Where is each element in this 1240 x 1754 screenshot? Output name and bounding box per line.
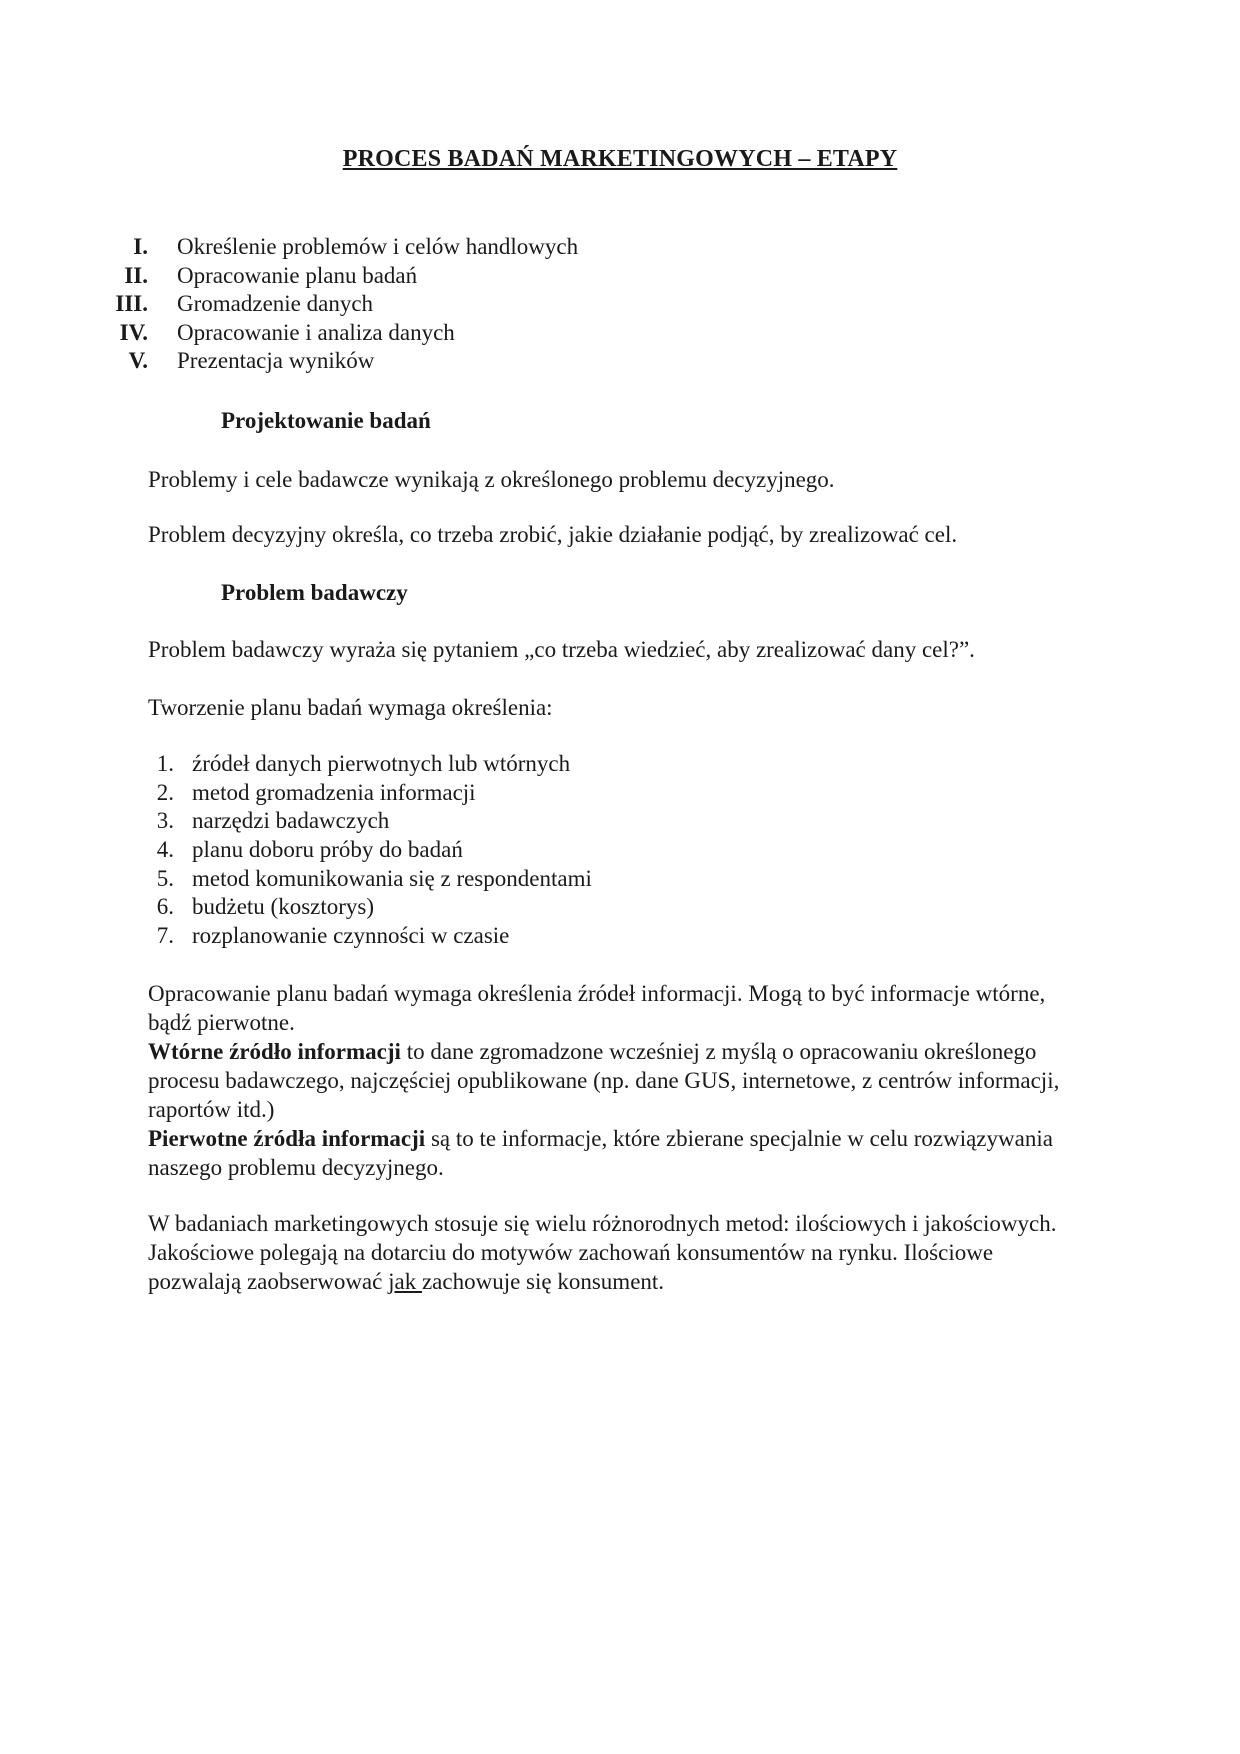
list-text: Prezentacja wyników — [177, 348, 375, 374]
list-item — [150, 807, 592, 836]
list-item — [100, 347, 578, 376]
list-item — [150, 750, 592, 779]
list-item — [150, 836, 592, 865]
list-item — [100, 290, 578, 319]
list-text: Opracowanie planu badań — [177, 262, 418, 288]
list-number: II. — [124, 262, 148, 288]
section-heading-design: Projektowanie badań — [221, 408, 431, 433]
list-text: Określenie problemów i celów handlowych — [177, 234, 579, 259]
list-number: III. — [115, 291, 148, 317]
sources-block — [148, 979, 1078, 1182]
paragraph-plan: Tworzenie planu badań wymaga określenia: — [148, 695, 553, 720]
paragraph-methods — [148, 1209, 1078, 1296]
list-text: metod komunikowania się z respondentami — [192, 865, 592, 891]
list-text: źródeł danych pierwotnych lub wtórnych — [192, 751, 571, 776]
list-number: 2. — [156, 779, 174, 805]
list-number: IV. — [119, 319, 148, 345]
section-heading-research: Problem badawczy — [221, 580, 408, 605]
methods-text-start: W badaniach marketingowych stosuje się wielu różnorodnych metod: ilościowych i jakościowych. Jakościowe polegają na dotarciu do motywów zachowań konsumentów na rynku. Ilościowe pozwalają zaobserwować — [148, 1211, 1057, 1294]
list-item — [150, 779, 592, 808]
paragraph-sources: Opracowanie planu badań wymaga określenia źródeł informacji. Mogą to być informacje wtórne, bądź pierwotne. — [148, 981, 1046, 1035]
list-text: narzędzi badawczych — [192, 808, 390, 834]
list-number: 5. — [156, 865, 174, 891]
list-number: 3. — [156, 808, 174, 834]
list-number: 7. — [156, 923, 174, 949]
stages-list — [100, 233, 578, 376]
secondary-source-term: Wtórne źródło informacji — [148, 1039, 401, 1064]
list-item — [100, 319, 578, 348]
document-title: PROCES BADAŃ MARKETINGOWYCH – ETAPY — [342, 146, 898, 172]
list-item — [150, 893, 592, 922]
paragraph-decision: Problem decyzyjny określa, co trzeba zrobić, jakie działanie podjąć, by zrealizować cel. — [148, 522, 958, 547]
list-text: planu doboru próby do badań — [192, 837, 463, 863]
primary-source-term: Pierwotne źródła informacji — [148, 1126, 426, 1151]
list-item — [100, 233, 578, 262]
list-text: rozplanowanie czynności w czasie — [192, 923, 510, 949]
paragraph-research: Problem badawczy wyraża się pytaniem „co trzeba wiedzieć, aby zrealizować dany cel?”. — [148, 637, 975, 662]
list-number: 4. — [156, 837, 174, 863]
list-number: I. — [133, 234, 148, 259]
methods-text-end: zachowuje się konsument. — [421, 1269, 665, 1294]
list-item — [150, 922, 592, 951]
list-text: Opracowanie i analiza danych — [177, 319, 455, 345]
list-number: 6. — [156, 894, 174, 920]
plan-items-list — [150, 750, 592, 951]
list-item — [150, 865, 592, 894]
list-text: metod gromadzenia informacji — [192, 779, 476, 805]
secondary-source-text: to dane zgromadzone wcześniej z myślą o opracowaniu określonego procesu badawczego, najczęściej opublikowane (np. dane GUS, internetowe, z centrów informacji, raportów itd.) — [148, 1039, 1060, 1122]
paragraph-goals: Problemy i cele badawcze wynikają z określonego problemu decyzyjnego. — [148, 467, 835, 492]
list-text: budżetu (kosztorys) — [192, 894, 375, 920]
list-text: Gromadzenie danych — [177, 291, 374, 317]
methods-underlined-word: jak — [388, 1269, 422, 1294]
list-number: 1. — [156, 751, 174, 776]
primary-source-text: są to te informacje, które zbierane specjalnie w celu rozwiązywania naszego problemu decyzyjnego. — [148, 1126, 1053, 1180]
list-item — [100, 262, 578, 291]
list-number: V. — [128, 348, 148, 374]
